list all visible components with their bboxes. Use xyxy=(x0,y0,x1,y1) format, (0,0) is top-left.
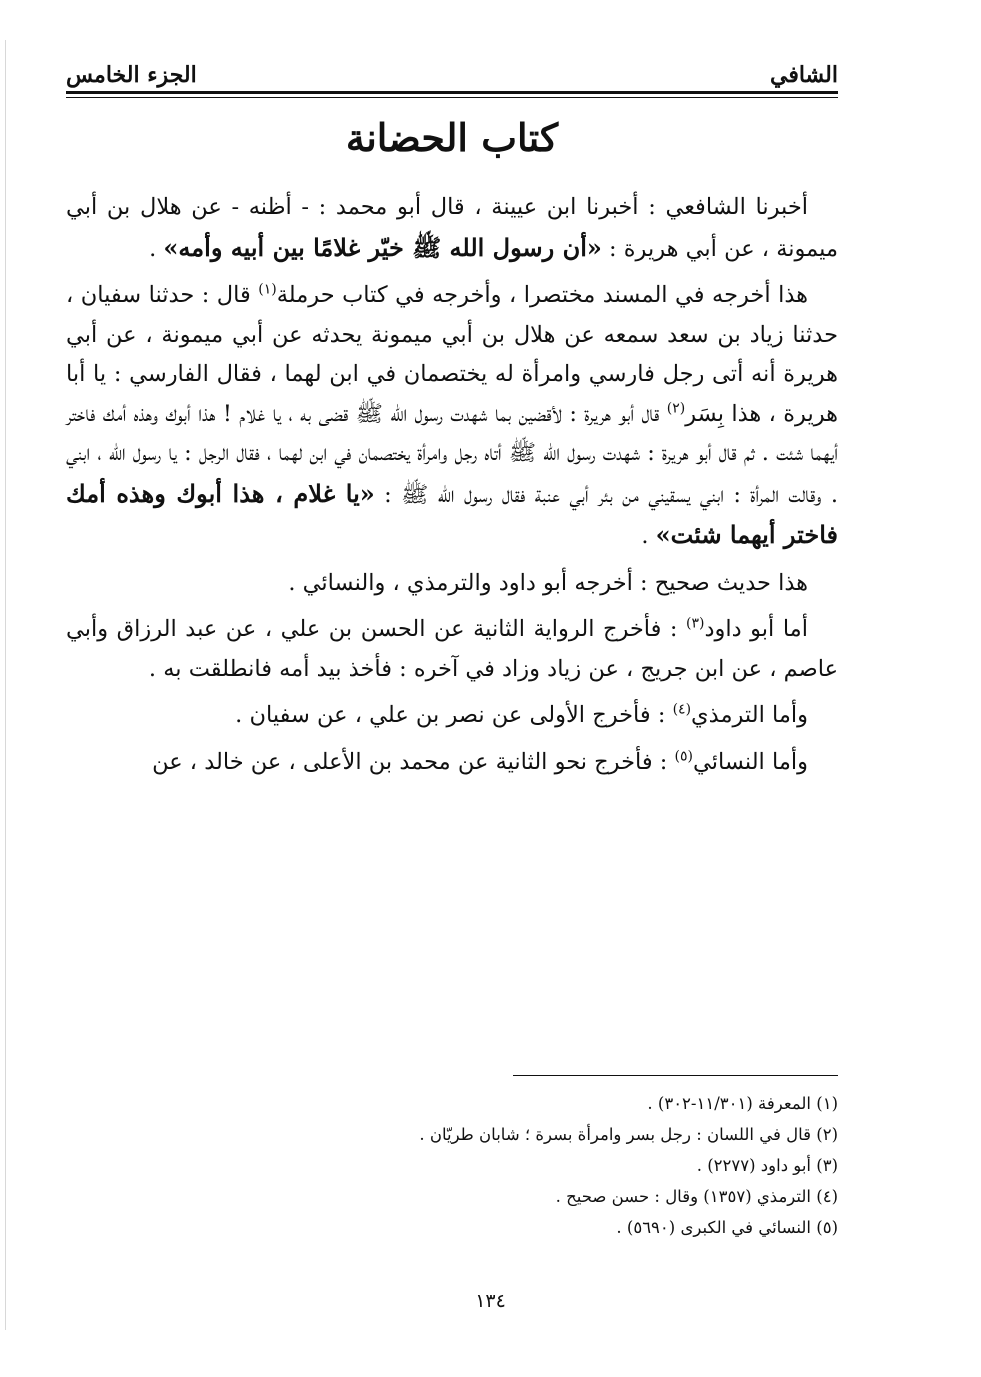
paragraph-commentary xyxy=(66,276,838,557)
footnote: (٣) أبو داود (٢٢٧٧) . xyxy=(696,1156,838,1175)
chapter-title: كتاب الحضانة xyxy=(345,115,559,160)
footnote-ref: (١) xyxy=(258,281,277,298)
paragraph-text: هذا أخرجه في المسند مختصرا ، وأخرجه في كتاب حرملة xyxy=(276,282,808,308)
footnote-separator xyxy=(513,1075,838,1076)
footnotes xyxy=(300,1088,838,1243)
header-rule-thin xyxy=(66,97,838,98)
footnote-ref: (٥) xyxy=(674,748,693,764)
hadith-quote: «أن رسول الله ﷺ خيّر غلامًا بين أبيه وأمه» xyxy=(163,232,602,262)
hadith-quote: «يا غلام ، هذا أبوك وهذه أمك فاختر أيهما شئت» xyxy=(66,478,838,549)
paragraph-text: وأما النسائي xyxy=(692,748,808,775)
main-text xyxy=(66,188,838,789)
paragraph-grading: هذا حديث صحيح : أخرجه أبو داود والترمذي ، والنسائي . xyxy=(288,569,808,596)
footnote: (٥) النسائي في الكبرى (٥٦٩٠) . xyxy=(616,1218,838,1237)
paragraph-text: : فأخرج الرواية الثانية عن الحسن بن علي ، عن عبد الرزاق وأبي عاصم ، عن ابن جريج ، عن زياد وزاد في آخره : فأخذ بيد أمه فانطلقت به . xyxy=(66,616,838,682)
paragraph-hadith xyxy=(66,188,838,269)
paragraph-text: أما أبو داود xyxy=(704,616,808,642)
paragraph-tirmidhi xyxy=(66,696,838,736)
paragraph-text: . xyxy=(641,523,656,549)
paragraph-text: . xyxy=(149,235,164,262)
running-head xyxy=(66,54,838,88)
paragraph-abu-dawud xyxy=(66,610,838,689)
footnote: (٤) الترمذي (١٣٥٧) وقال : حسن صحيح . xyxy=(555,1187,838,1206)
footnote: (٢) قال في اللسان : رجل بسر وامرأة بسرة ؛ شابان طريّان . xyxy=(419,1125,838,1144)
footnote: (١) المعرفة (١١/٣٠١-٣٠٢) . xyxy=(647,1094,838,1113)
footnote-ref: (٢) xyxy=(666,400,686,416)
paragraph-nasai xyxy=(66,743,838,783)
page-number: ١٣٤ xyxy=(475,1290,506,1312)
running-head-volume: الجزء الخامس xyxy=(66,62,197,88)
paragraph-text: قال أبو هريرة : لأقضين بما شهدت رسول الله ﷺ قضى به ، يا غلام ! هذا أبوك وهذه أمك فاختر أيهما شئت . ثم قال أبو هريرة : شهدت رسول الله ﷺ أتاه رجل وامرأة يختصمان في ابن لهما ، فقال الرجل : يا رسول الله ، ابني . وقالت المرأة : ابني يسقيني من بئر أبي عنبة فقال رسول الله ﷺ : xyxy=(66,400,839,508)
paragraph-text: : فأخرج نحو الثانية عن محمد بن الأعلى ، عن خالد ، عن xyxy=(152,748,675,775)
paragraph-text: قال : حدثنا سفيان ، حدثنا زياد بن سعد سمعه عن هلال بن أبي ميمونة يحدثه عن أبي ميمونة ، عن أبي هريرة أنه أتى رجل فارسي وامرأة له يختصمان في ابن لهما ، فقال الفارسي : يا أبا هريرة ، هذا بِسَر xyxy=(66,282,839,427)
page-edge-line xyxy=(5,40,6,1330)
paragraph-text: وأما الترمذي xyxy=(691,702,808,728)
footnote-ref: (٤) xyxy=(672,701,692,718)
footnote-ref: (٣) xyxy=(686,615,705,632)
running-head-book-title: الشافي xyxy=(770,62,838,88)
paragraph-text: أخبرنا الشافعي : أخبرنا ابن عيينة ، قال أبو محمد : - أظنه - عن هلال بن أبي ميمونة ، عن أبي هريرة : xyxy=(66,194,838,262)
header-rule-thick xyxy=(66,91,838,94)
paragraph-text: : فأخرج الأولى عن نصر بن علي ، عن سفيان . xyxy=(235,702,673,728)
